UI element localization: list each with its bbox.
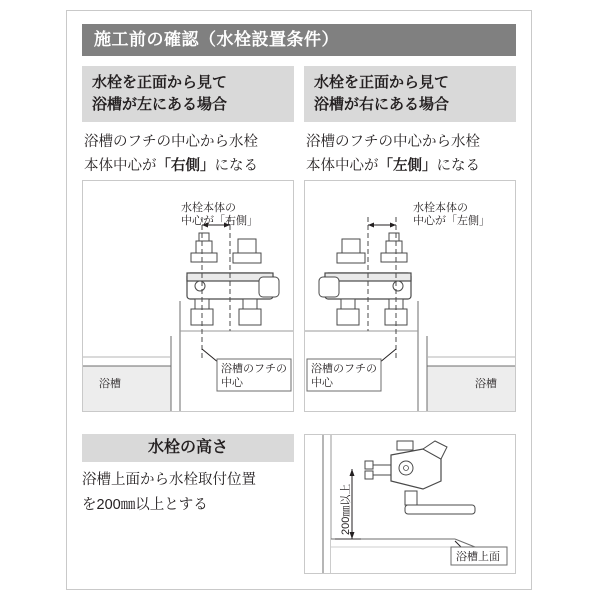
bottom-heading: 水栓の高さ bbox=[82, 434, 294, 462]
figure-right-svg bbox=[305, 181, 515, 411]
figure-right-callout-line2: 中心が「左側」 bbox=[413, 215, 490, 227]
column-right-heading bbox=[304, 66, 516, 122]
figure-bottom-svg bbox=[305, 435, 515, 573]
figure-tub-on-right bbox=[304, 180, 516, 412]
column-right-heading-line2: 浴槽が右にある場合 bbox=[314, 96, 450, 113]
column-left-text-line1: 浴槽のフチの中心から水栓 bbox=[84, 134, 258, 150]
column-right-text-emphasis: 「左側」 bbox=[378, 158, 437, 174]
figure-left-callout-line1: 水栓本体の bbox=[181, 202, 236, 214]
column-left-heading bbox=[82, 66, 294, 122]
figure-right-callout-line1: 水栓本体の bbox=[413, 202, 468, 214]
figure-right-tub-label: 浴槽 bbox=[475, 378, 497, 390]
figure-faucet-height bbox=[304, 434, 516, 574]
figure-left-svg bbox=[83, 181, 293, 411]
figure-left-tub-label: 浴槽 bbox=[99, 378, 121, 390]
figure-right-edge-label-line2: 中心 bbox=[311, 377, 333, 389]
column-left-text-emphasis: 「右側」 bbox=[156, 158, 215, 174]
column-right-heading-line1: 水栓を正面から見て bbox=[314, 74, 450, 91]
figure-left-edge-label-line1: 浴槽のフチの bbox=[221, 363, 287, 375]
figure-bottom-dimension-label: 200㎜以上 bbox=[340, 483, 352, 535]
page-title: 施工前の確認（水栓設置条件） bbox=[82, 24, 516, 56]
column-left-text-line2-a: 本体中心が bbox=[84, 158, 157, 174]
bottom-text-line1: 浴槽上面から水栓取付位置 bbox=[82, 472, 256, 488]
figure-left-edge-label-line2: 中心 bbox=[221, 377, 243, 389]
bottom-text-line2: を200㎜以上とする bbox=[82, 497, 208, 513]
column-left-heading-line1: 水栓を正面から見て bbox=[92, 74, 228, 91]
figure-right-edge-label-line1: 浴槽のフチの bbox=[311, 363, 377, 375]
figure-bottom-surface-label: 浴槽上面 bbox=[456, 551, 500, 563]
column-right-text-line2-c: になる bbox=[436, 158, 480, 174]
bottom-text bbox=[82, 468, 298, 518]
column-right-text-line2-a: 本体中心が bbox=[306, 158, 379, 174]
column-left-text-line2 bbox=[84, 154, 292, 178]
column-right-text-line2 bbox=[306, 154, 514, 178]
figure-left-callout-line2: 中心が「右側」 bbox=[181, 215, 258, 227]
column-left-text-line2-c: になる bbox=[214, 158, 258, 174]
column-right-text-line1: 浴槽のフチの中心から水栓 bbox=[306, 134, 480, 150]
column-left-heading-line2: 浴槽が左にある場合 bbox=[92, 96, 228, 113]
figure-tub-on-left bbox=[82, 180, 294, 412]
